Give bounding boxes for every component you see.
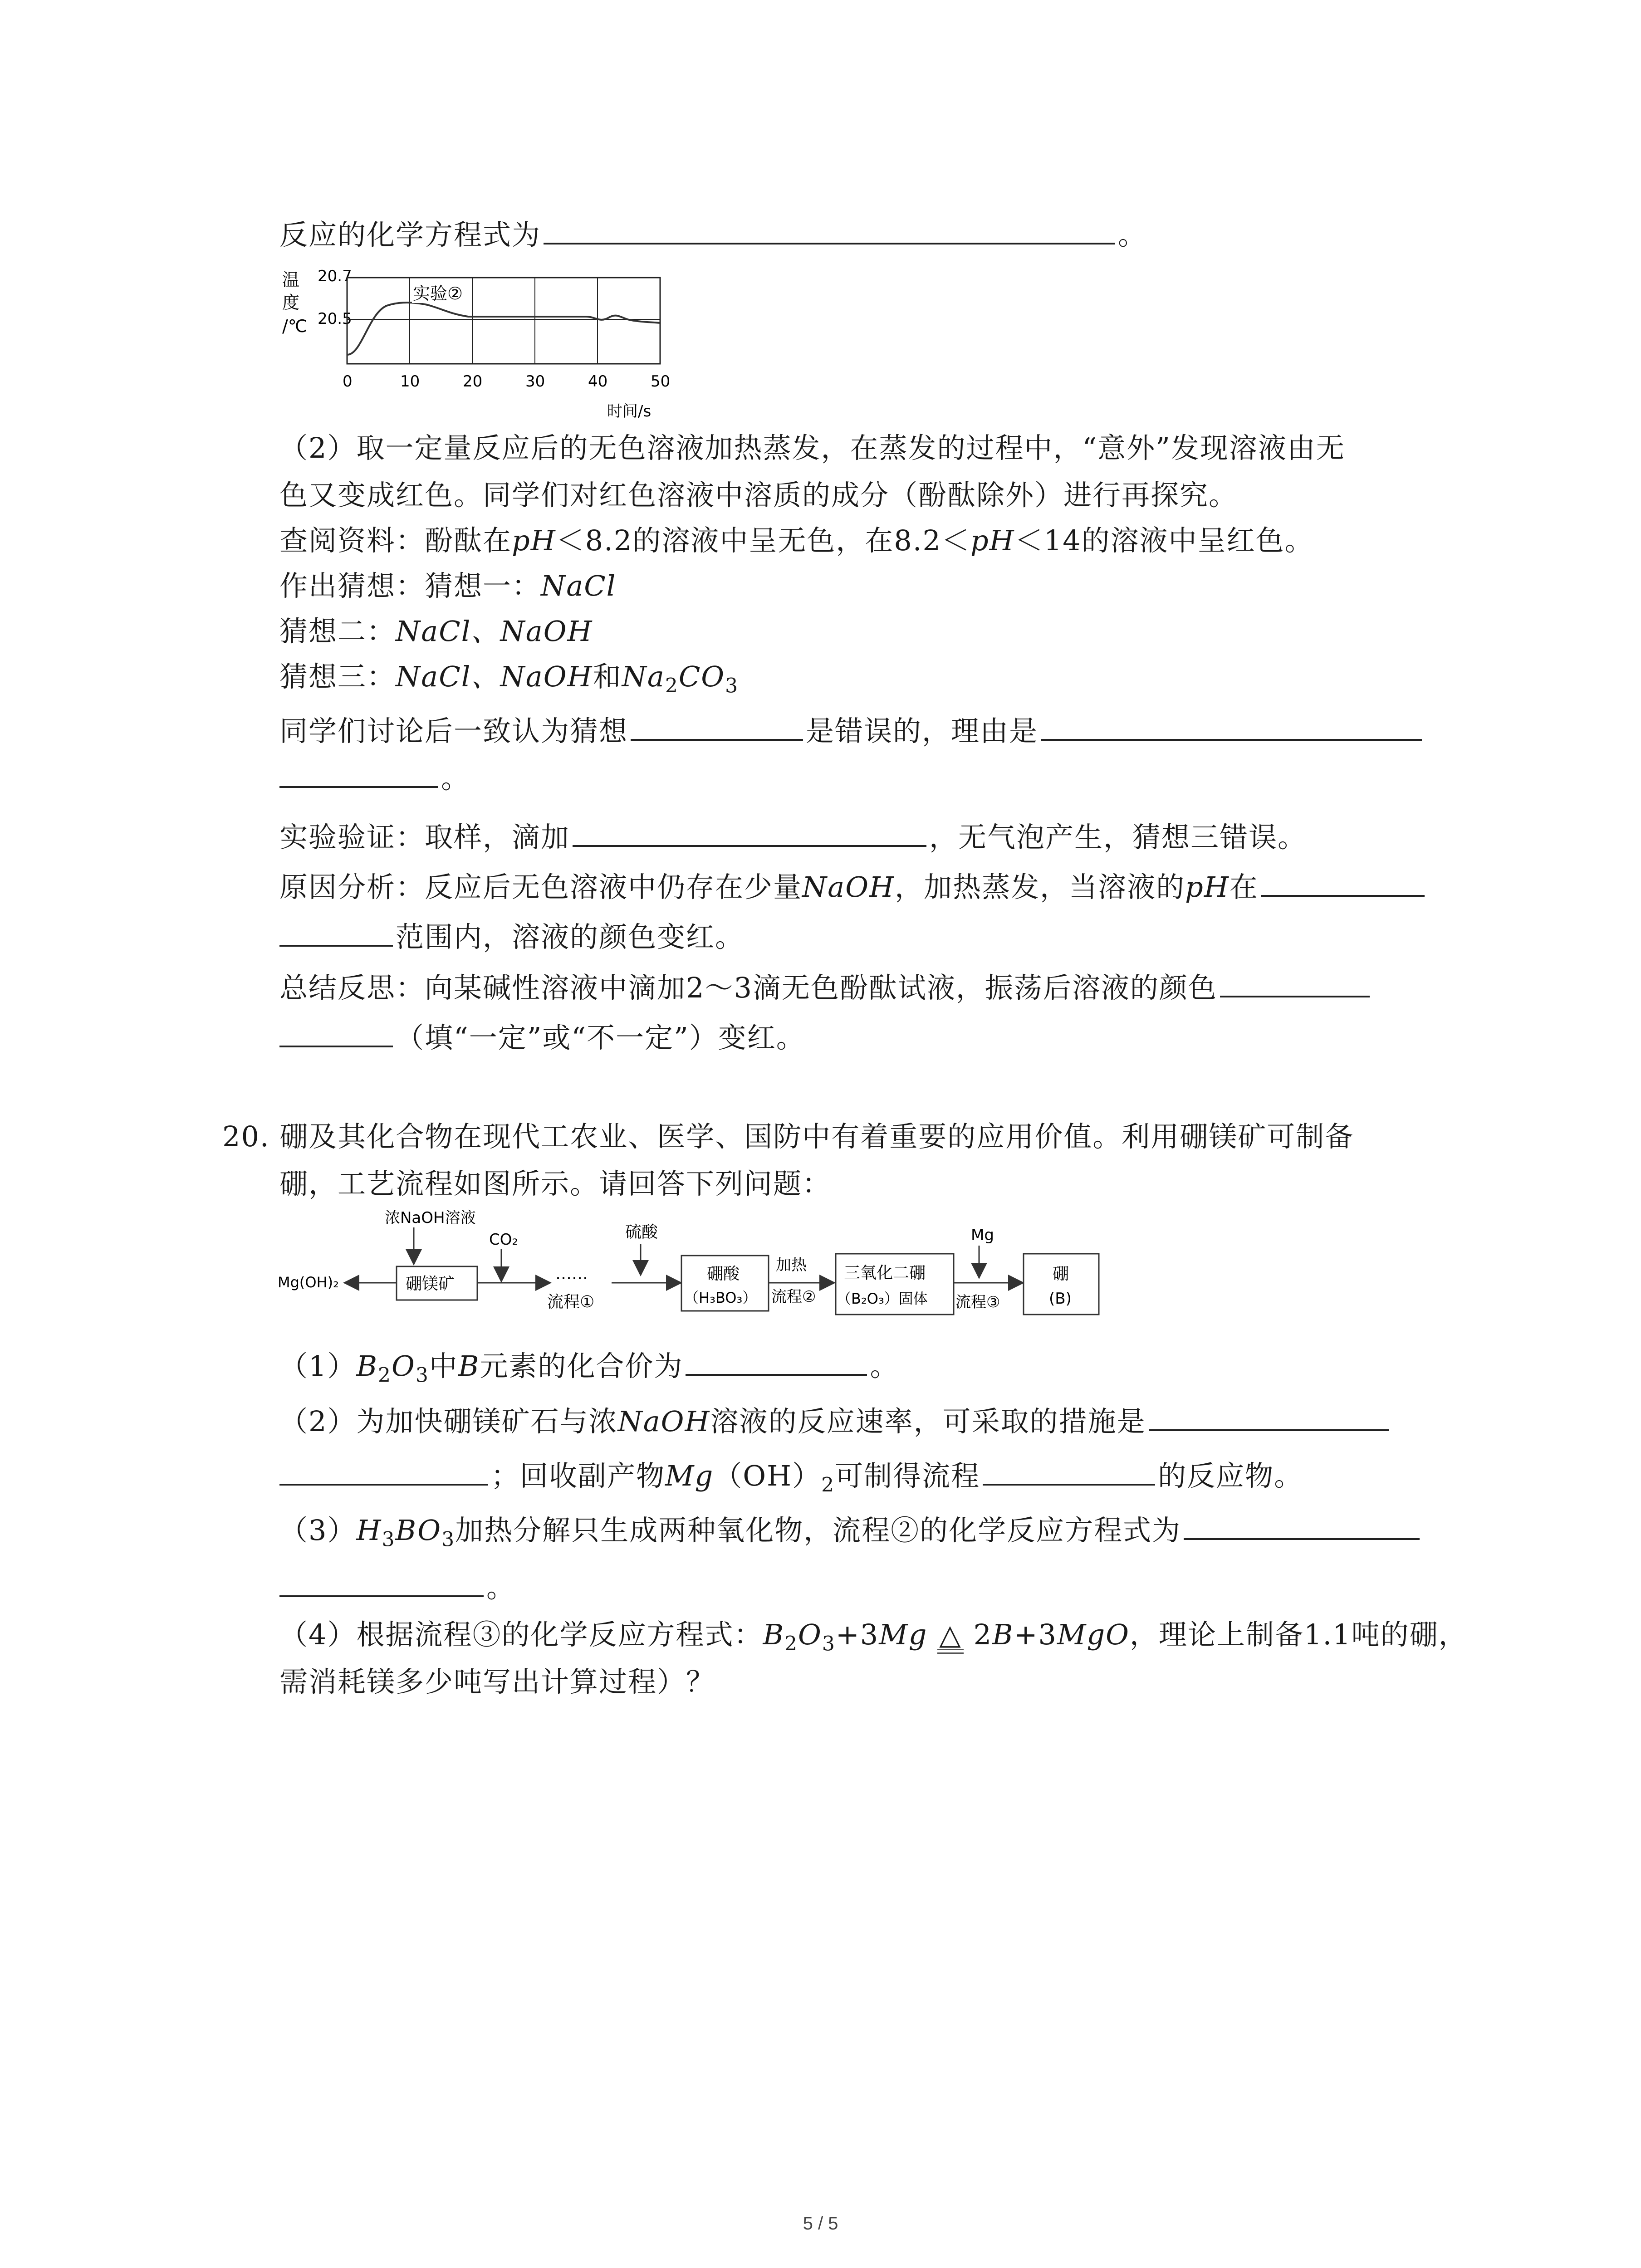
guess-1-line: 作出猜想：猜想一：NaCl xyxy=(279,569,617,602)
valence-blank[interactable] xyxy=(686,1349,867,1376)
boron-symbol: (B) xyxy=(1049,1290,1072,1308)
naoh-label: 浓NaOH溶液 xyxy=(385,1209,476,1227)
ore-label: 硼镁矿 xyxy=(406,1275,455,1293)
q20-intro-line-2: 硼，工艺流程如图所示。请回答下列问题： xyxy=(279,1167,832,1200)
reason-blank[interactable] xyxy=(1041,714,1422,741)
boric-acid-label: 硼酸 xyxy=(707,1265,740,1283)
subq-4-line-2: 需消耗镁多少吨写出计算过程）？ xyxy=(279,1665,715,1698)
boron-oxide-formula: （B₂O₃）固体 xyxy=(837,1290,928,1307)
discussion-line: 同学们讨论后一致认为猜想 是错误的，理由是 xyxy=(279,713,1425,749)
subq-2-line-2: ；回收副产物$Mg(OH)_2$可制得流程 的反应物。 xyxy=(279,1458,1303,1494)
mgoh2-label: Mg(OH)₂ xyxy=(278,1274,339,1291)
y-unit-char-3: /℃ xyxy=(282,316,308,336)
heat-label: 加热 xyxy=(776,1256,807,1274)
temperature-curve xyxy=(347,303,660,355)
boron-oxide-label: 三氧化二硼 xyxy=(844,1264,926,1282)
subq-2-line: （2）为加快硼镁矿石与浓NaOH溶液的反应速率，可采取的措施是 xyxy=(279,1403,1392,1440)
part2-line-2: 色又变成红色。同学们对红色溶液中溶质的成分（酚酞除外）进行再探究。 xyxy=(279,479,1238,512)
step-2-label: 流程② xyxy=(771,1288,816,1306)
cause-line-2: 范围内，溶液的颜色变红。 xyxy=(279,919,744,955)
co2-label: CO₂ xyxy=(489,1231,519,1249)
process-blank[interactable] xyxy=(983,1458,1155,1486)
ph-range-blank-cont[interactable] xyxy=(279,919,393,947)
wrong-guess-blank[interactable] xyxy=(631,714,803,741)
subq-3-line-2: 。 xyxy=(279,1569,515,1606)
y-unit-char-1: 温 xyxy=(282,270,300,290)
cause-line: 原因分析：反应后无色溶液中仍存在少量NaOH，加热蒸发，当溶液的pH在 xyxy=(279,869,1427,905)
plot-frame xyxy=(347,278,660,364)
summary-blank[interactable] xyxy=(1220,970,1370,997)
x-tick-10: 10 xyxy=(400,372,420,391)
equation-intro: 反应的化学方程式为 xyxy=(279,218,541,251)
y-tick-20-7: 20.7 xyxy=(318,269,352,285)
summary-blank-cont[interactable] xyxy=(279,1020,393,1047)
summary-line-2: （填“一定”或“不一定”）变红。 xyxy=(279,1020,805,1056)
equation-blank[interactable] xyxy=(544,217,1115,244)
reagent-blank[interactable] xyxy=(573,820,926,847)
experiment-line: 实验验证：取样，滴加 ，无气泡产生，猜想三错误。 xyxy=(279,821,1307,854)
acid-label: 硫酸 xyxy=(625,1223,658,1242)
boric-acid-formula: （H₃BO₃） xyxy=(684,1289,757,1306)
measure-blank[interactable] xyxy=(1149,1404,1389,1431)
x-tick-40: 40 xyxy=(588,372,608,391)
part2-line-1: （2）取一定量反应后的无色溶液加热蒸发，在蒸发的过程中，“意外”发现溶液由无 xyxy=(279,431,1345,464)
step-3-label: 流程③ xyxy=(955,1293,1000,1311)
q20-intro-line-1: 20. 硼及其化合物在现代工农业、医学、国防中有着重要的应用价值。利用硼镁矿可制备 xyxy=(222,1120,1354,1153)
ph-range-blank[interactable] xyxy=(1261,870,1425,897)
dots-label: …… xyxy=(555,1265,588,1283)
boron-label: 硼 xyxy=(1053,1265,1069,1283)
heating-condition-triangle: △ xyxy=(937,1617,964,1653)
measure-blank-cont[interactable] xyxy=(279,1458,488,1486)
temperature-graph xyxy=(278,269,686,423)
x-tick-0: 0 xyxy=(343,372,353,391)
process-flow-diagram xyxy=(278,1207,1122,1343)
punct: 。 xyxy=(1118,218,1147,251)
page-number: 5 / 5 xyxy=(803,2214,838,2234)
x-tick-30: 30 xyxy=(525,372,545,391)
discussion-line-2: 。 xyxy=(279,760,470,797)
reason-blank-cont[interactable] xyxy=(279,761,438,788)
reference-data-line: 查阅资料：酚酞在pH＜8.2的溶液中呈无色，在8.2＜pH＜14的溶液中呈红色。 xyxy=(279,524,1314,557)
reaction-eq-blank[interactable] xyxy=(1184,1513,1420,1540)
x-axis-label: 时间/s xyxy=(607,402,652,420)
x-tick-20: 20 xyxy=(463,372,483,391)
subq-3-line: $(3)H_3BO_3$加热分解只生成两种氧化物，流程②的化学反应方程式为 xyxy=(279,1512,1422,1549)
y-tick-20-5: 20.5 xyxy=(318,310,352,328)
step-1-label: 流程① xyxy=(547,1293,595,1311)
equation-line xyxy=(279,217,1147,253)
curve-label: 实验② xyxy=(413,284,463,303)
mg-label: Mg xyxy=(971,1226,994,1244)
guess-3-line: 猜想三：NaCl、NaOH和$Na_2CO_3$ xyxy=(279,660,739,698)
y-unit-char-2: 度 xyxy=(282,293,300,313)
reaction-eq-blank-cont[interactable] xyxy=(279,1570,484,1597)
subq-1-line: $(1)B_2O_3$中B元素的化合价为 。 xyxy=(279,1349,899,1387)
x-tick-50: 50 xyxy=(651,372,671,391)
subq-4-line: （4）根据流程③的化学反应方程式：$B_2O_3+3Mg$ △ 2B+3MgO，理论上制备1.1吨的硼， xyxy=(279,1617,1468,1653)
guess-2-line: 猜想二：NaCl、NaOH xyxy=(279,615,593,648)
summary-line: 总结反思：向某碱性溶液中滴加2～3滴无色酚酞试液，振荡后溶液的颜色 xyxy=(279,970,1372,1006)
